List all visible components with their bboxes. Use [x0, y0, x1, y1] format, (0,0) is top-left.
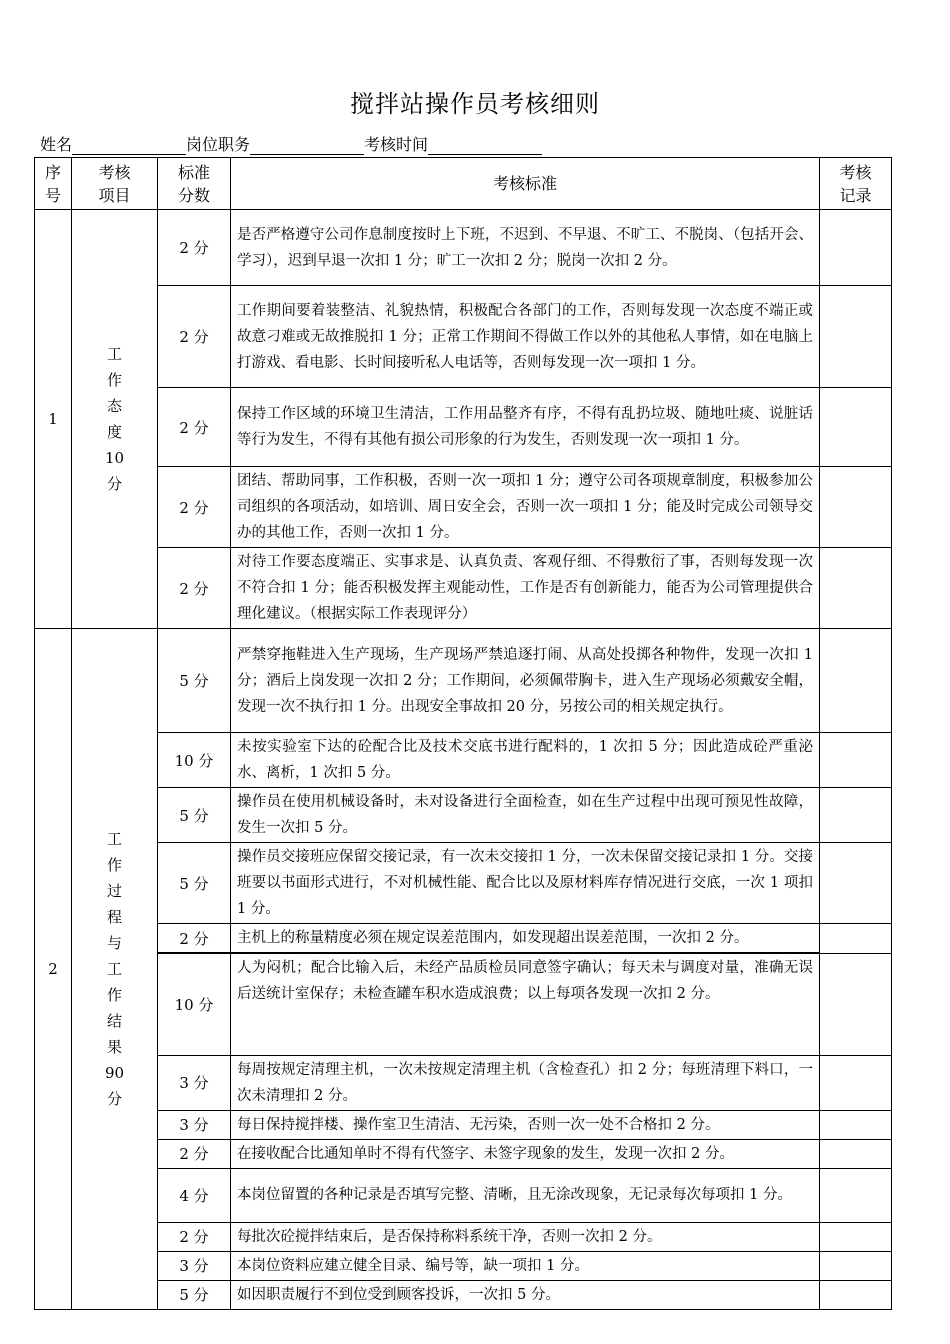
row-record-cell[interactable]	[820, 843, 892, 924]
row-score: 3 分	[158, 1055, 231, 1110]
table-row	[35, 1280, 892, 1309]
row-record-cell[interactable]	[820, 388, 892, 467]
row-record-cell[interactable]	[820, 1055, 892, 1110]
table-row	[35, 1055, 892, 1110]
row-standard: 本岗位资料应建立健全目录、编号等，缺一项扣 1 分。	[231, 1251, 820, 1280]
row-record-cell[interactable]	[820, 788, 892, 843]
header-standard: 考核标准	[231, 158, 820, 210]
row-standard: 操作员交接班应保留交接记录，有一次未交接扣 1 分，一次未保留交接记录扣 1 分。交接班要以书面形式进行，不对机械性能、配合比以及原材料库存情况进行交底，一次 1 项扣 1 分。	[231, 843, 820, 924]
table-row	[35, 843, 892, 924]
row-score: 10 分	[158, 953, 231, 1055]
row-standard: 每周按规定清理主机，一次未按规定清理主机（含检查孔）扣 2 分；每班清理下料口，一次未清理扣 2 分。	[231, 1055, 820, 1110]
table-row	[35, 629, 892, 733]
table-row	[35, 788, 892, 843]
row-record-cell[interactable]	[820, 1222, 892, 1251]
row-standard: 主机上的称量精度必须在规定误差范围内，如发现超出误差范围，一次扣 2 分。	[231, 924, 820, 954]
row-record-cell[interactable]	[820, 629, 892, 733]
row-score: 3 分	[158, 1251, 231, 1280]
header-no: 序号	[35, 158, 72, 210]
row-score: 4 分	[158, 1168, 231, 1222]
assessment-table	[34, 157, 892, 1310]
table-row	[35, 733, 892, 788]
page-title: 搅拌站操作员考核细则	[350, 90, 600, 118]
row-standard: 操作员在使用机械设备时，未对设备进行全面检查，如在生产过程中出现可预见性故障，发生一次扣 5 分。	[231, 788, 820, 843]
table-row	[35, 286, 892, 388]
row-score: 10 分	[158, 733, 231, 788]
row-score: 5 分	[158, 788, 231, 843]
row-score: 5 分	[158, 843, 231, 924]
row-record-cell[interactable]	[820, 733, 892, 788]
table-row	[35, 1168, 892, 1222]
row-score: 2 分	[158, 1139, 231, 1168]
row-record-cell[interactable]	[820, 286, 892, 388]
row-record-cell[interactable]	[820, 548, 892, 629]
row-standard: 对待工作要态度端正、实事求是、认真负责、客观仔细、不得敷衍了事，否则每发现一次不符合扣 1 分；能否积极发挥主观能动性，工作是否有创新能力，能否为公司管理提供合理化建议。（根据实际工作表现评分）	[231, 548, 820, 629]
row-standard: 在接收配合比通知单时不得有代签字、未签字现象的发生，发现一次扣 2 分。	[231, 1139, 820, 1168]
header-row	[35, 158, 892, 210]
table-row	[35, 1222, 892, 1251]
table-row	[35, 1139, 892, 1168]
header-item: 考核项目	[72, 158, 158, 210]
table-row	[35, 388, 892, 467]
table-row	[35, 924, 892, 954]
name-label: 姓名	[40, 135, 73, 154]
row-score: 5 分	[158, 1280, 231, 1309]
table-row	[35, 467, 892, 548]
row-record-cell[interactable]	[820, 467, 892, 548]
header-record: 考核记录	[820, 158, 892, 210]
row-record-cell[interactable]	[820, 210, 892, 286]
info-line	[40, 132, 542, 155]
row-score: 5 分	[158, 629, 231, 733]
row-standard: 保持工作区域的环境卫生清洁，工作用品整齐有序，不得有乱扔垃圾、随地吐痰、说脏话等行为发生，不得有其他有损公司形象的行为发生，否则发现一次一项扣 1 分。	[231, 388, 820, 467]
row-standard: 未按实验室下达的砼配合比及技术交底书进行配料的，1 次扣 5 分；因此造成砼严重泌水、离析，1 次扣 5 分。	[231, 733, 820, 788]
row-record-cell[interactable]	[820, 1280, 892, 1309]
group-number: 1	[35, 210, 72, 629]
name-field[interactable]	[72, 134, 186, 155]
row-standard: 每批次砼搅拌结束后，是否保持称料系统干净，否则一次扣 2 分。	[231, 1222, 820, 1251]
row-standard: 严禁穿拖鞋进入生产现场，生产现场严禁追逐打闹、从高处投掷各种物件，发现一次扣 1 分；酒后上岗发现一次扣 2 分；工作期间，必须佩带胸卡，进入生产现场必须戴安全帽，发现一次不执行扣 1 分。出现安全事故扣 20 分，另按公司的相关规定执行。	[231, 629, 820, 733]
header-score: 标准分数	[158, 158, 231, 210]
row-record-cell[interactable]	[820, 953, 892, 1055]
group-item: 工作过程与工作结果90分	[72, 629, 158, 1310]
table-row	[35, 1110, 892, 1139]
table-row	[35, 953, 892, 1055]
post-label: 岗位职务	[186, 135, 251, 154]
row-record-cell[interactable]	[820, 924, 892, 954]
time-label: 考核时间	[364, 135, 429, 154]
table-row	[35, 548, 892, 629]
row-score: 2 分	[158, 286, 231, 388]
row-record-cell[interactable]	[820, 1139, 892, 1168]
row-standard: 如因职责履行不到位受到顾客投诉，一次扣 5 分。	[231, 1280, 820, 1309]
row-score: 2 分	[158, 210, 231, 286]
post-field[interactable]	[250, 134, 364, 155]
row-score: 2 分	[158, 388, 231, 467]
table-row	[35, 210, 892, 286]
row-standard: 每日保持搅拌楼、操作室卫生清洁、无污染，否则一次一处不合格扣 2 分。	[231, 1110, 820, 1139]
row-score: 2 分	[158, 924, 231, 954]
row-record-cell[interactable]	[820, 1251, 892, 1280]
row-standard: 团结、帮助同事，工作积极，否则一次一项扣 1 分；遵守公司各项规章制度，积极参加公司组织的各项活动，如培训、周日安全会，否则一次一项扣 1 分；能及时完成公司领导交办的其他工作，否则一次扣 1 分。	[231, 467, 820, 548]
row-score: 3 分	[158, 1110, 231, 1139]
row-standard: 是否严格遵守公司作息制度按时上下班，不迟到、不早退、不旷工、不脱岗、（包括开会、学习），迟到早退一次扣 1 分；旷工一次扣 2 分；脱岗一次扣 2 分。	[231, 210, 820, 286]
time-field[interactable]	[428, 134, 542, 155]
row-score: 2 分	[158, 467, 231, 548]
row-standard: 本岗位留置的各种记录是否填写完整、清晰，且无涂改现象，无记录每次每项扣 1 分。	[231, 1168, 820, 1222]
row-score: 2 分	[158, 1222, 231, 1251]
row-record-cell[interactable]	[820, 1168, 892, 1222]
row-standard: 人为闷机；配合比输入后，未经产品质检员同意签字确认；每天未与调度对量，准确无误后送统计室保存；未检查罐车积水造成浪费；以上每项各发现一次扣 2 分。	[231, 953, 820, 1055]
table-row	[35, 1251, 892, 1280]
group-number: 2	[35, 629, 72, 1310]
row-record-cell[interactable]	[820, 1110, 892, 1139]
row-standard: 工作期间要着装整洁、礼貌热情，积极配合各部门的工作，否则每发现一次态度不端正或故意刁难或无故推脱扣 1 分；正常工作期间不得做工作以外的其他私人事情，如在电脑上打游戏、看电影、长时间接听私人电话等，否则每发现一次一项扣 1 分。	[231, 286, 820, 388]
row-score: 2 分	[158, 548, 231, 629]
group-item: 工作态度10分	[72, 210, 158, 629]
